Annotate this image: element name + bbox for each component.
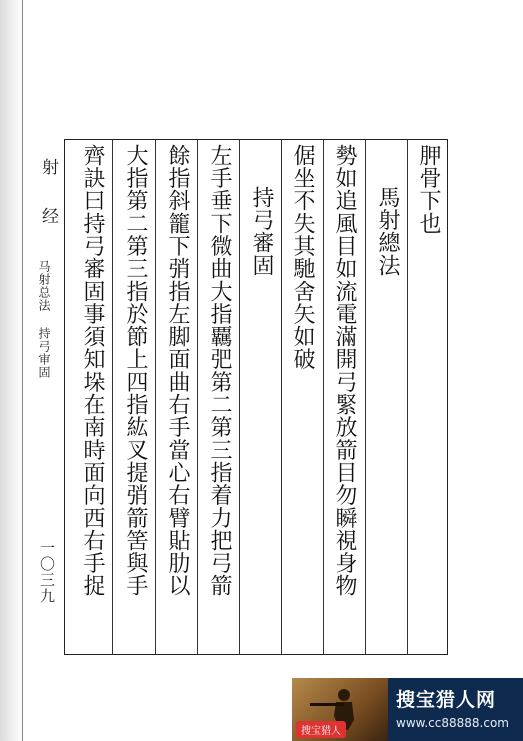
text-column-1 bbox=[410, 140, 446, 654]
text-column-5 bbox=[243, 140, 279, 654]
text-column-8 bbox=[117, 140, 153, 654]
column-text: 齊訣曰持弓審固事須知垛在南時面向西右手捉 bbox=[80, 144, 105, 597]
column-rule bbox=[197, 140, 198, 654]
column-rule bbox=[281, 140, 282, 654]
text-column-6 bbox=[201, 140, 237, 654]
site-watermark bbox=[292, 678, 523, 741]
column-text: 大指第二第三指於節上四指紘叉提弰箭筈與手 bbox=[123, 144, 148, 597]
text-column-7 bbox=[159, 140, 195, 654]
text-column-4 bbox=[284, 140, 320, 654]
column-text: 胛骨下也 bbox=[416, 144, 441, 235]
book-title: 射 经 bbox=[38, 158, 58, 230]
column-rule bbox=[112, 140, 113, 654]
column-text: 餘指斜籠下弰指左脚面曲右手當心右臂貼肋以 bbox=[165, 144, 190, 597]
column-text: 勢如追風目如流電滿開弓緊放箭目勿瞬視身物 bbox=[332, 144, 357, 597]
page-number-box bbox=[37, 540, 61, 604]
section-title: 马射总法 持弓审固 bbox=[37, 260, 51, 379]
watermark-site-name: 搜宝猎人网 bbox=[396, 689, 497, 711]
column-text: 倨坐不失其馳舍矢如破 bbox=[290, 144, 315, 371]
section-heading: 持弓審固 bbox=[249, 186, 274, 277]
watermark-url: www.cc88888.com bbox=[396, 716, 509, 730]
watermark-badge: 搜宝猎人 bbox=[296, 721, 346, 738]
column-rule bbox=[365, 140, 366, 654]
page-number: 一〇三九 bbox=[38, 540, 56, 604]
column-text: 左手垂下微曲大指覊弝第二第三指着力把弓箭 bbox=[207, 144, 232, 597]
text-column-2 bbox=[369, 140, 405, 654]
column-rule bbox=[407, 140, 408, 654]
text-frame bbox=[64, 139, 448, 655]
column-rule bbox=[155, 140, 156, 654]
section-heading: 馬射總法 bbox=[375, 186, 400, 277]
column-rule bbox=[323, 140, 324, 654]
book-spine-shadow bbox=[0, 0, 24, 741]
spine-edge-line bbox=[22, 0, 23, 741]
text-column-9 bbox=[74, 140, 110, 654]
column-rule bbox=[239, 140, 240, 654]
running-head bbox=[36, 158, 60, 379]
text-column-3 bbox=[326, 140, 362, 654]
watermark-photo bbox=[292, 678, 388, 741]
